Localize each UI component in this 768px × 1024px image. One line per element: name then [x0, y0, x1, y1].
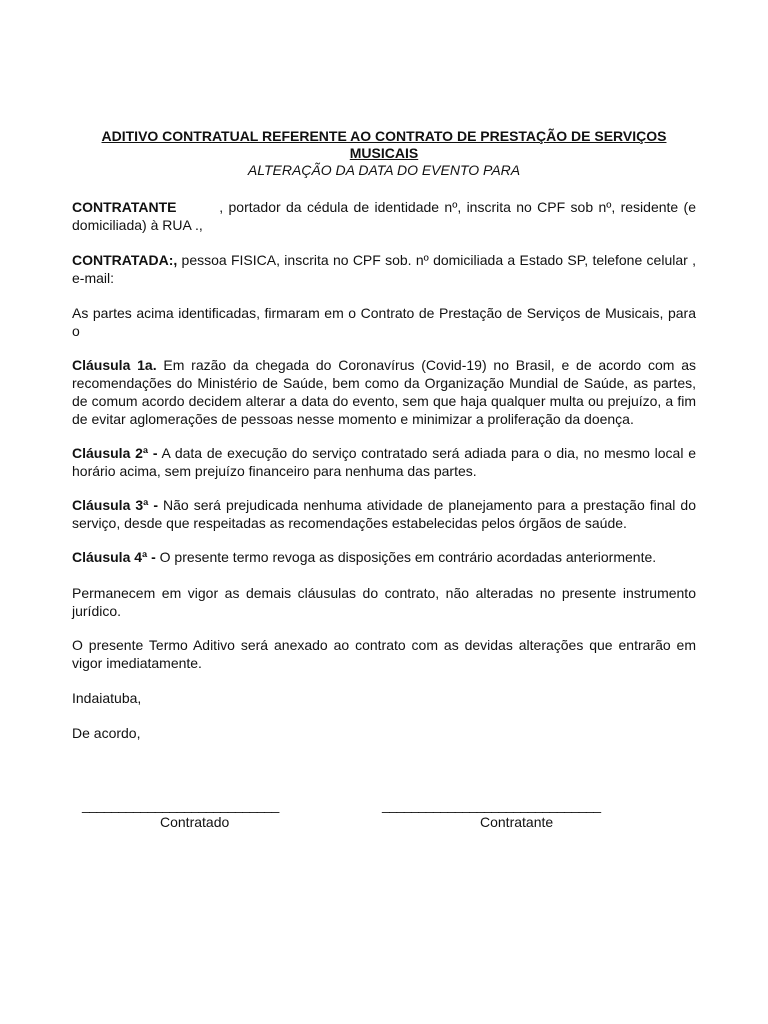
contratada-paragraph [72, 251, 696, 287]
clausula-4-paragraph [72, 548, 696, 566]
clausula-3-paragraph [72, 496, 696, 532]
title-line-2: MUSICAIS [349, 145, 419, 161]
clausula-3-label: Cláusula 3ª - [72, 497, 158, 513]
clausula-1-paragraph [72, 356, 696, 428]
document-title [72, 128, 696, 179]
title-line-1: ADITIVO CONTRATUAL REFERENTE AO CONTRATO DE PRESTAÇÃO DE SERVIÇOS [101, 128, 667, 144]
contratante-signature-line: ______________________________ [382, 797, 601, 813]
clausula-4-text: O presente termo revoga as disposições em contrário acordadas anteriormente. [155, 549, 657, 565]
termo-paragraph: O presente Termo Aditivo será anexado ao contrato com as devidas alterações que entrarão em vigor imediatamente. [72, 637, 696, 671]
permanecem-paragraph: Permanecem em vigor as demais cláusulas do contrato, não alteradas no presente instrumento jurídico. [72, 585, 696, 619]
clausula-1-label: Cláusula 1a. [72, 357, 157, 373]
clausula-2-text: A data de execução do serviço contratado será adiada para o dia, no mesmo local e horário acima, sem prejuízo financeiro para nenhuma das partes. [72, 445, 697, 479]
clausula-2-paragraph [72, 444, 696, 480]
contratante-text: , portador da cédula de identidade nº, inscrita no CPF sob nº, residente (e domiciliada) à RUA ., [72, 199, 696, 233]
local-text: Indaiatuba, [72, 690, 142, 706]
contratante-label: CONTRATANTE [72, 199, 177, 215]
contratante-paragraph [72, 198, 696, 234]
partes-paragraph: As partes acima identificadas, firmaram em o Contrato de Prestação de Serviços de Musicais, para o [72, 305, 696, 339]
contratada-text: pessoa FISICA, inscrita no CPF sob. nº domiciliada a Estado SP, telefone celular , e-mail: [72, 252, 696, 286]
clausula-3-text: Não será prejudicada nenhuma atividade de planejamento para a prestação final do serviço, desde que respeitadas as recomendações estabelecidas pelos órgãos de saúde. [72, 497, 696, 531]
contratado-signature-label: Contratado [160, 814, 230, 830]
clausula-4-label: Cláusula 4ª - [72, 549, 156, 565]
contratado-signature-line: ___________________________ [82, 797, 279, 813]
document-subtitle: ALTERAÇÃO DA DATA DO EVENTO PARA [247, 162, 521, 178]
contratada-label: CONTRATADA:, [72, 252, 178, 268]
clausula-1-text: Em razão da chegada do Coronavírus (Covid-19) no Brasil, e de acordo com as recomendações do Ministério de Saúde, bem como da Organização Mundial de Saúde, as partes, de comum acordo decidem alterar a data do evento, sem que haja qualquer multa ou prejuízo, a fim de evitar aglomerações de pessoas nesse momento e minimizar a proliferação da doença. [72, 357, 697, 427]
clausula-2-label: Cláusula 2ª - [72, 445, 158, 461]
acordo-text: De acordo, [72, 725, 141, 741]
contratante-blank [176, 199, 219, 215]
contratante-signature-label: Contratante [480, 814, 554, 830]
